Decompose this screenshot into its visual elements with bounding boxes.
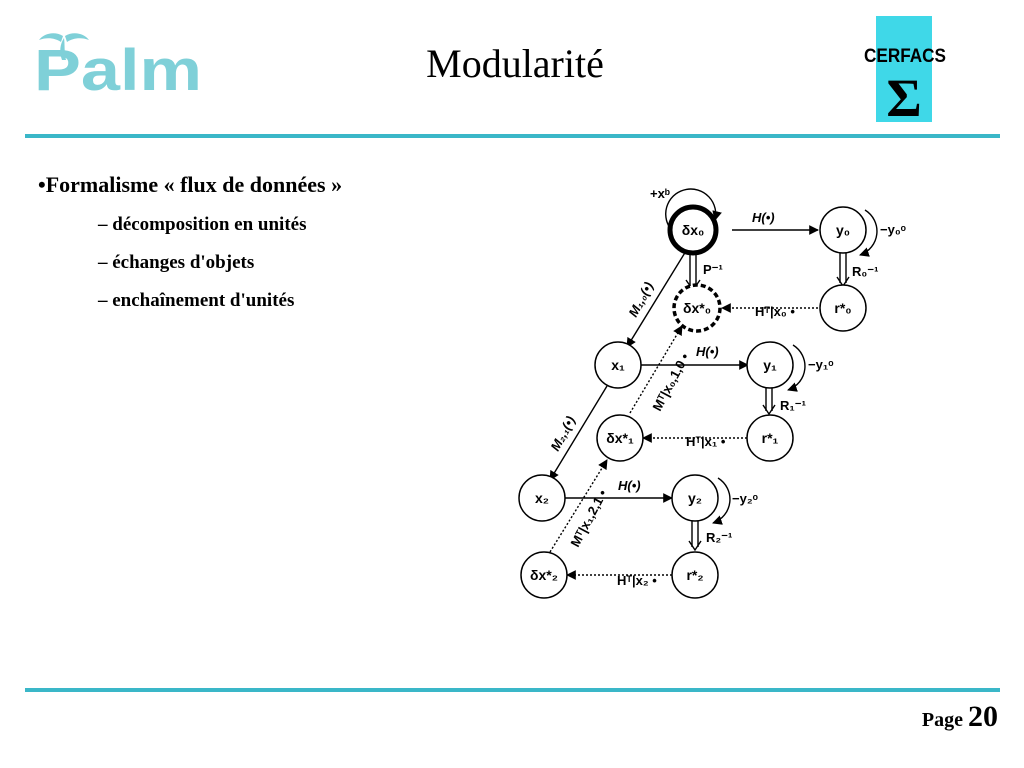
label-node-x2: x₂ xyxy=(534,490,550,506)
label-node-y1: y₁ xyxy=(763,357,777,373)
edge-R2 xyxy=(692,521,698,547)
edge-p-inverse xyxy=(690,253,696,287)
label-HT1: Hᵀ|x₁ • xyxy=(686,434,726,449)
label-P: P⁻¹ xyxy=(703,262,723,277)
label-R1: R₁⁻¹ xyxy=(780,398,806,413)
footer-divider xyxy=(25,688,1000,692)
edge-R1 xyxy=(766,387,772,411)
label-H1: H(•) xyxy=(696,344,719,359)
label-R0: R₀⁻¹ xyxy=(852,264,879,279)
page-footer xyxy=(922,700,998,734)
label-node-r2s: r*₂ xyxy=(686,567,704,583)
label-node-dx2s: δx*₂ xyxy=(530,567,558,583)
edge-R2-arrowhead xyxy=(689,541,701,550)
edge-R0 xyxy=(840,252,846,283)
label-my1: −y₁ᵒ xyxy=(808,357,834,372)
label-MT0: Mᵀ|x₀,1,0 • xyxy=(649,350,693,414)
label-node-r0s: r*₀ xyxy=(834,300,852,316)
label-node-dx0: δx₀ xyxy=(681,222,705,238)
cerfacs-logo-text: CERFACS xyxy=(864,46,946,67)
label-my2: −y₂ᵒ xyxy=(732,491,758,506)
label-R2: R₂⁻¹ xyxy=(706,530,733,545)
page-label: Page xyxy=(921,709,968,731)
label-M21: M₂,₁(•) xyxy=(547,413,579,454)
label-node-y0: y₀ xyxy=(835,222,851,238)
cerfacs-logo xyxy=(860,16,950,122)
bullet-main: •Formalisme « flux de données » xyxy=(38,172,343,197)
label-node-dx1s: δx*₁ xyxy=(606,430,634,446)
edge-R1-arrowhead xyxy=(763,405,775,414)
bullet-list xyxy=(38,172,342,312)
label-my0: −y₀ᵒ xyxy=(880,222,907,237)
label-HT0: Hᵀ|x₀ • xyxy=(755,304,795,319)
page-title: Modularité xyxy=(426,41,604,86)
label-node-x1: x₁ xyxy=(611,357,625,373)
page-number: 20 xyxy=(968,700,998,733)
data-flow-diagram xyxy=(510,180,930,605)
palm-logo xyxy=(30,30,205,96)
label-xb: +xᵇ xyxy=(650,186,670,201)
header-divider xyxy=(25,134,1000,138)
label-node-dx0s: δx*₀ xyxy=(682,300,712,316)
label-HT2: Hᵀ|x₂ • xyxy=(617,573,657,588)
label-node-r1s: r*₁ xyxy=(761,430,779,446)
label-MT1: Mᵀ|x₁,2,1 • xyxy=(567,487,611,550)
palm-logo-text: Palm xyxy=(34,38,202,96)
sigma-icon: Σ xyxy=(886,68,922,122)
bullet-sub-1: – décomposition en unités xyxy=(98,214,307,235)
label-H0: H(•) xyxy=(752,210,775,225)
bullet-sub-2: – échanges d'objets xyxy=(98,252,255,273)
bullet-sub-3: – enchaînement d'unités xyxy=(98,290,295,311)
label-node-y2: y₂ xyxy=(687,490,703,506)
label-H2: H(•) xyxy=(618,478,641,493)
label-M10: M₁,₀(•) xyxy=(625,279,657,320)
